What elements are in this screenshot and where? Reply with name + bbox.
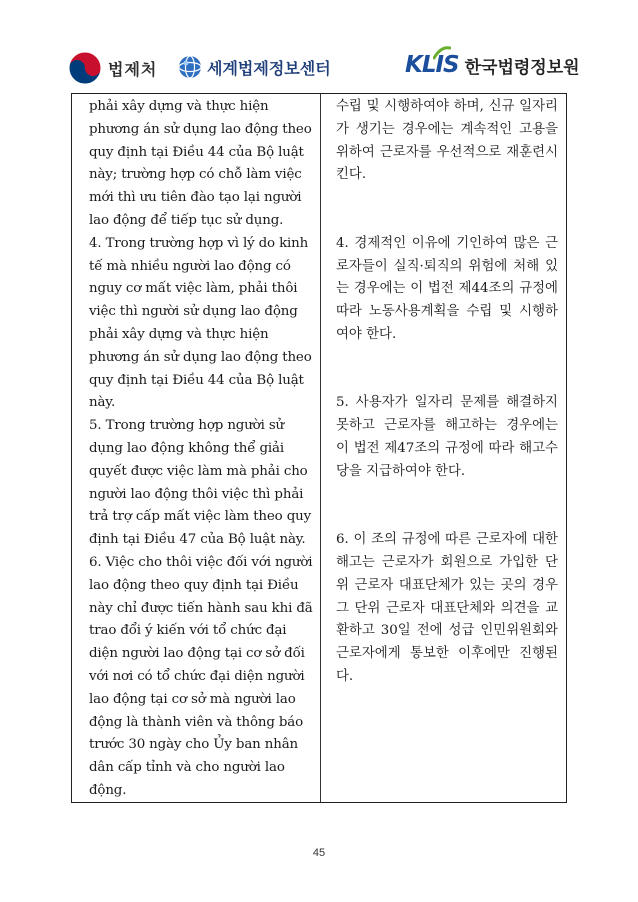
globe-logo-icon bbox=[178, 55, 202, 79]
ko-paragraph-4: 4. 경제적인 이유에 기인하여 많은 근로자들이 실직·퇴직의 위험에 처해 있는 경우에는 이 법전 제44조의 규정에 따라 노동사용계획을 수립 및 시행하여야 한다. bbox=[336, 235, 558, 342]
page-number: 45 bbox=[312, 847, 326, 859]
vi-paragraph-6: 6. Việc cho thôi việc đối với người lao động theo quy định tại Điều này chỉ được tiến hành sau khi đã trao đổi ý kiến với tổ chức đại diện người lao động tại cơ sở đối với nơi có tổ chức đại diện người lao động tại cơ sở mà người lao động là thành viên và thông báo trước 30 ngày cho Ủy ban nhân dân cấp tỉnh và cho người lao động. bbox=[89, 554, 313, 798]
klis-logo bbox=[405, 52, 580, 78]
vi-paragraph-5: 5. Trong trường hợp người sử dụng lao động không thể giải quyết được việc làm mà phải cho người lao động thôi việc thì phải trả trợ cấp mất việc làm theo quy định tại Điều 47 của Bộ luật này. bbox=[89, 418, 312, 548]
ko-paragraph-5: 5. 사용자가 일자리 문제를 해결하지 못하고 근로자를 해고하는 경우에는 이 법전 제47조의 규정에 따라 해고수당을 지급하여야 한다. bbox=[336, 395, 558, 479]
world-law-center-logo bbox=[178, 55, 331, 79]
vietnamese-column bbox=[89, 96, 317, 803]
ko-spacer bbox=[336, 187, 558, 210]
vi-paragraph-continuation: phải xây dựng và thực hiện phương án sử dụng lao động theo quy định tại Điều 44 của Bộ luật này; trường hợp có chỗ làm việc mới thì ưu tiên đào tạo lại người lao động để tiếp tục sử dụng. bbox=[89, 99, 312, 228]
taeguk-logo-icon bbox=[68, 51, 102, 85]
moleg-logo bbox=[68, 50, 157, 86]
ko-spacer bbox=[336, 506, 558, 529]
klis-mark bbox=[405, 52, 459, 78]
korean-column bbox=[336, 96, 558, 689]
klis-swoosh-icon bbox=[433, 46, 451, 60]
vi-paragraph-4: 4. Trong trường hợp vì lý do kinh tế mà nhiều người lao động có nguy cơ mất việc làm, phải thôi việc thì người sử dụng lao động phải xây dựng và thực hiện phương án sử dụng lao động theo quy định tại Điều 44 của Bộ luật này. bbox=[89, 235, 312, 411]
bilingual-law-table bbox=[71, 93, 567, 803]
ko-spacer bbox=[336, 347, 558, 370]
moleg-label: 법제처 bbox=[108, 59, 158, 79]
ko-spacer bbox=[336, 484, 558, 507]
page-header bbox=[0, 0, 638, 88]
world-law-center-label: 세계법제정보센터 bbox=[207, 58, 331, 78]
klis-mark-text: KLIS bbox=[405, 52, 459, 78]
ko-paragraph-continuation: 수립 및 시행하여야 하며, 신규 일자리가 생기는 경우에는 계속적인 고용을 위하여 근로자를 우선적으로 재훈련시킨다. bbox=[336, 99, 558, 183]
klis-label: 한국법령정보원 bbox=[464, 57, 580, 78]
ko-spacer bbox=[336, 210, 558, 233]
column-divider bbox=[320, 94, 321, 802]
ko-spacer bbox=[336, 370, 558, 393]
ko-paragraph-6: 6. 이 조의 규정에 따른 근로자에 대한 해고는 근로자가 회원으로 가입한 단위 근로자 대표단체가 있는 곳의 경우 그 단위 근로자 대표단체와 의견을 교환하고 30일 전에 성급 인민위원회와 근로자에게 통보한 이후에만 진행된다. bbox=[336, 532, 558, 684]
